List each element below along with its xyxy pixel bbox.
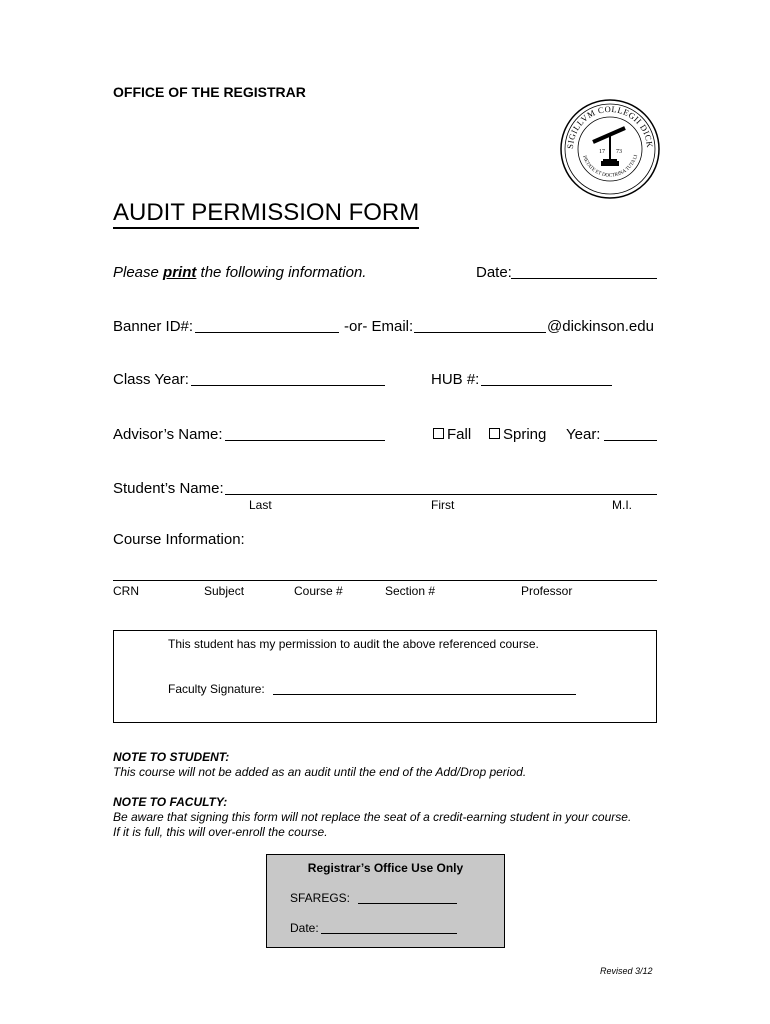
form-title: AUDIT PERMISSION FORM xyxy=(113,199,419,229)
note-student-text: This course will not be added as an audit until the end of the Add/Drop period. xyxy=(113,765,527,779)
course-col-section: Section # xyxy=(385,584,436,598)
faculty-signature-label: Faculty Signature: xyxy=(168,682,265,696)
office-date-field[interactable] xyxy=(321,933,457,934)
instructions: Please print the following information. xyxy=(113,264,367,281)
seal-ribbon: PIETATE ET DOCTRINA TUTA LI xyxy=(581,154,640,179)
note-faculty-line1: Be aware that signing this form will not replace the seat of a credit-earning student in your course. xyxy=(113,810,632,824)
note-faculty-title: NOTE TO FACULTY: xyxy=(113,795,228,809)
permission-statement: This student has my permission to audit the above referenced course. xyxy=(168,637,539,651)
college-seal xyxy=(559,98,661,200)
class-year-field[interactable] xyxy=(191,385,385,386)
student-name-label: Student’s Name: xyxy=(113,480,224,497)
hub-field[interactable] xyxy=(481,385,612,386)
date-field[interactable] xyxy=(511,278,657,279)
sfaregs-field[interactable] xyxy=(358,903,457,904)
year-field[interactable] xyxy=(604,440,657,441)
svg-text:17: 17 xyxy=(599,149,605,155)
course-col-professor: Professor xyxy=(521,584,573,598)
advisor-label: Advisor’s Name: xyxy=(113,426,223,443)
date-label: Date: xyxy=(476,264,512,281)
svg-text:73: 73 xyxy=(616,149,622,155)
office-date-label: Date: xyxy=(290,921,319,935)
fall-checkbox[interactable] xyxy=(433,428,444,439)
seal-icon xyxy=(559,98,661,200)
fall-option[interactable]: Fall xyxy=(433,426,471,444)
spring-option[interactable]: Spring xyxy=(489,426,546,444)
note-faculty-line2: If it is full, this will over-enroll the course. xyxy=(113,825,328,839)
course-col-subject: Subject xyxy=(204,584,245,598)
course-col-crn: CRN xyxy=(113,584,139,598)
course-info-heading: Course Information: xyxy=(113,531,245,548)
name-last-caption: Last xyxy=(249,498,272,512)
sfaregs-label: SFAREGS: xyxy=(290,891,351,905)
banner-id-field[interactable] xyxy=(195,332,339,333)
student-name-field[interactable] xyxy=(225,494,657,495)
course-col-course-number: Course # xyxy=(294,584,343,598)
class-year-label: Class Year: xyxy=(113,371,189,388)
course-info-field[interactable] xyxy=(113,580,657,581)
office-heading: OFFICE OF THE REGISTRAR xyxy=(113,84,306,100)
year-label: Year: xyxy=(566,426,601,443)
faculty-permission-box xyxy=(113,630,657,723)
email-label: -or- Email: xyxy=(344,318,414,335)
email-field[interactable] xyxy=(414,332,546,333)
office-use-title: Registrar’s Office Use Only xyxy=(307,861,464,875)
hub-label: HUB #: xyxy=(431,371,480,388)
revised-date: Revised 3/12 xyxy=(600,966,653,976)
note-student-title: NOTE TO STUDENT: xyxy=(113,750,230,764)
advisor-field[interactable] xyxy=(225,440,385,441)
registrar-office-use-box xyxy=(266,854,505,948)
name-first-caption: First xyxy=(431,498,455,512)
faculty-signature-field[interactable] xyxy=(273,694,576,695)
name-mi-caption: M.I. xyxy=(612,498,632,512)
spring-checkbox[interactable] xyxy=(489,428,500,439)
banner-id-label: Banner ID#: xyxy=(113,318,194,335)
email-domain: @dickinson.edu xyxy=(547,318,654,335)
seal-motto: SIGILLVM COLLEGII DICK xyxy=(564,103,656,150)
